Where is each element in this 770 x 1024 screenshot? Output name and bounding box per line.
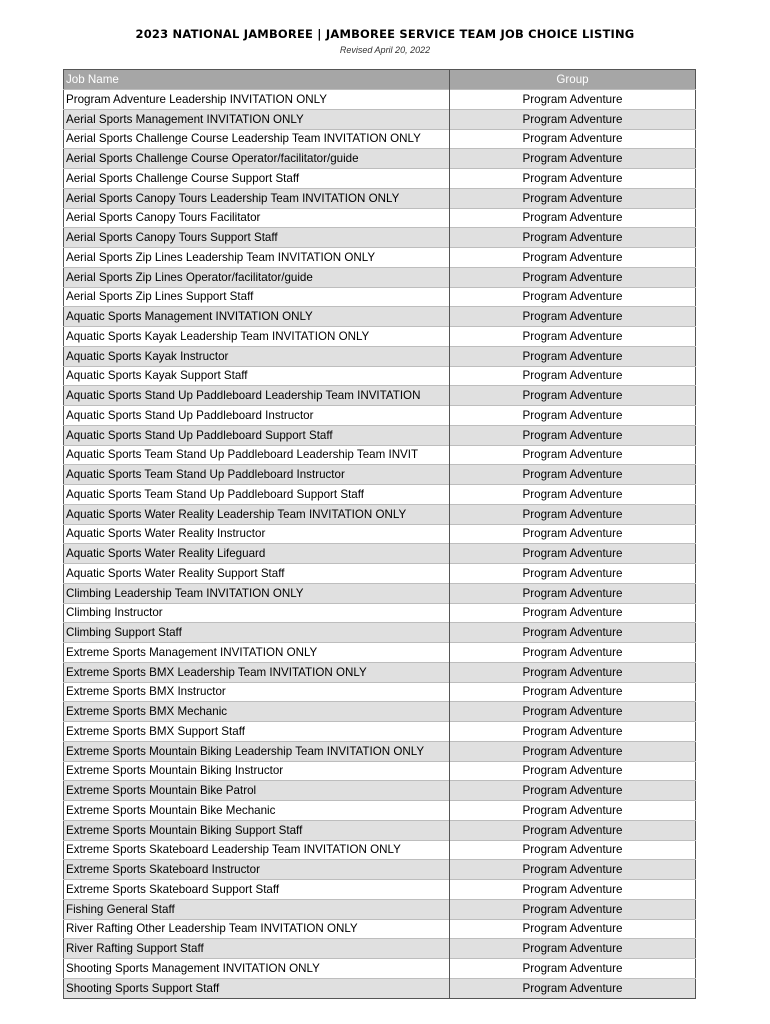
table-row xyxy=(64,959,696,979)
group-cell: Program Adventure xyxy=(450,544,696,564)
table-row xyxy=(64,287,696,307)
group-cell: Program Adventure xyxy=(450,327,696,347)
job-name-cell: Fishing General Staff xyxy=(64,899,450,919)
group-cell: Program Adventure xyxy=(450,860,696,880)
group-cell: Program Adventure xyxy=(450,603,696,623)
table-body xyxy=(64,90,696,999)
group-cell: Program Adventure xyxy=(450,465,696,485)
job-name-cell: Aerial Sports Zip Lines Operator/facilitator/guide xyxy=(64,267,450,287)
job-name-cell: Aquatic Sports Team Stand Up Paddleboard Leadership Team INVIT xyxy=(64,445,450,465)
job-name-cell: Climbing Support Staff xyxy=(64,623,450,643)
job-listing-table xyxy=(63,69,696,999)
group-cell: Program Adventure xyxy=(450,583,696,603)
job-name-cell: Aquatic Sports Water Reality Leadership Team INVITATION ONLY xyxy=(64,504,450,524)
job-name-cell: Extreme Sports Mountain Biking Leadership Team INVITATION ONLY xyxy=(64,741,450,761)
job-name-cell: Extreme Sports Skateboard Support Staff xyxy=(64,880,450,900)
job-name-cell: Climbing Instructor xyxy=(64,603,450,623)
table-row xyxy=(64,761,696,781)
group-cell: Program Adventure xyxy=(450,129,696,149)
table-row xyxy=(64,465,696,485)
table-row xyxy=(64,208,696,228)
group-cell: Program Adventure xyxy=(450,662,696,682)
table-row xyxy=(64,90,696,110)
group-cell: Program Adventure xyxy=(450,702,696,722)
table-row xyxy=(64,643,696,663)
table-row xyxy=(64,524,696,544)
table-row xyxy=(64,801,696,821)
job-name-cell: Aquatic Sports Kayak Instructor xyxy=(64,346,450,366)
group-cell: Program Adventure xyxy=(450,406,696,426)
job-name-cell: Shooting Sports Support Staff xyxy=(64,978,450,998)
group-cell: Program Adventure xyxy=(450,959,696,979)
table-row xyxy=(64,346,696,366)
job-name-cell: Aquatic Sports Team Stand Up Paddleboard Instructor xyxy=(64,465,450,485)
job-name-cell: Aerial Sports Canopy Tours Facilitator xyxy=(64,208,450,228)
group-cell: Program Adventure xyxy=(450,899,696,919)
job-name-cell: Extreme Sports BMX Instructor xyxy=(64,682,450,702)
table-row xyxy=(64,860,696,880)
job-name-cell: Aquatic Sports Water Reality Instructor xyxy=(64,524,450,544)
job-name-cell: Program Adventure Leadership INVITATION ONLY xyxy=(64,90,450,110)
table-row xyxy=(64,327,696,347)
job-name-cell: Extreme Sports Mountain Bike Patrol xyxy=(64,781,450,801)
group-cell: Program Adventure xyxy=(450,90,696,110)
group-cell: Program Adventure xyxy=(450,188,696,208)
table-row xyxy=(64,583,696,603)
group-cell: Program Adventure xyxy=(450,346,696,366)
group-cell: Program Adventure xyxy=(450,169,696,189)
table-row xyxy=(64,544,696,564)
group-cell: Program Adventure xyxy=(450,682,696,702)
table-row xyxy=(64,149,696,169)
document-title: 2023 NATIONAL JAMBOREE | JAMBOREE SERVICE TEAM JOB CHOICE LISTING xyxy=(135,27,635,41)
job-name-cell: Aerial Sports Canopy Tours Support Staff xyxy=(64,228,450,248)
job-name-cell: Aerial Sports Challenge Course Leadership Team INVITATION ONLY xyxy=(64,129,450,149)
table-row xyxy=(64,188,696,208)
table-row xyxy=(64,741,696,761)
job-name-cell: River Rafting Support Staff xyxy=(64,939,450,959)
job-name-cell: Extreme Sports Mountain Biking Instructor xyxy=(64,761,450,781)
group-cell: Program Adventure xyxy=(450,485,696,505)
table-row xyxy=(64,228,696,248)
group-cell: Program Adventure xyxy=(450,504,696,524)
job-name-cell: Shooting Sports Management INVITATION ONLY xyxy=(64,959,450,979)
group-cell: Program Adventure xyxy=(450,425,696,445)
group-cell: Program Adventure xyxy=(450,781,696,801)
job-name-cell: Extreme Sports BMX Mechanic xyxy=(64,702,450,722)
group-cell: Program Adventure xyxy=(450,109,696,129)
job-name-cell: Extreme Sports BMX Support Staff xyxy=(64,722,450,742)
column-header-group: Group xyxy=(450,70,696,90)
table-header-row xyxy=(64,70,696,90)
table-row xyxy=(64,781,696,801)
group-cell: Program Adventure xyxy=(450,722,696,742)
table-row xyxy=(64,129,696,149)
job-name-cell: Aquatic Sports Kayak Support Staff xyxy=(64,366,450,386)
group-cell: Program Adventure xyxy=(450,978,696,998)
group-cell: Program Adventure xyxy=(450,445,696,465)
job-name-cell: Aerial Sports Canopy Tours Leadership Team INVITATION ONLY xyxy=(64,188,450,208)
job-name-cell: Aerial Sports Challenge Course Operator/facilitator/guide xyxy=(64,149,450,169)
job-name-cell: Aquatic Sports Stand Up Paddleboard Instructor xyxy=(64,406,450,426)
job-name-cell: Aquatic Sports Stand Up Paddleboard Leadership Team INVITATION xyxy=(64,386,450,406)
table-row xyxy=(64,722,696,742)
table-row xyxy=(64,169,696,189)
group-cell: Program Adventure xyxy=(450,919,696,939)
job-name-cell: Aerial Sports Management INVITATION ONLY xyxy=(64,109,450,129)
job-name-cell: Extreme Sports BMX Leadership Team INVITATION ONLY xyxy=(64,662,450,682)
table-row xyxy=(64,682,696,702)
table-row xyxy=(64,267,696,287)
table-row xyxy=(64,919,696,939)
group-cell: Program Adventure xyxy=(450,939,696,959)
table-row xyxy=(64,978,696,998)
group-cell: Program Adventure xyxy=(450,307,696,327)
job-name-cell: Extreme Sports Mountain Bike Mechanic xyxy=(64,801,450,821)
table-row xyxy=(64,445,696,465)
group-cell: Program Adventure xyxy=(450,366,696,386)
group-cell: Program Adventure xyxy=(450,228,696,248)
table-row xyxy=(64,406,696,426)
group-cell: Program Adventure xyxy=(450,820,696,840)
group-cell: Program Adventure xyxy=(450,208,696,228)
job-name-cell: Aerial Sports Zip Lines Leadership Team INVITATION ONLY xyxy=(64,248,450,268)
table-row xyxy=(64,109,696,129)
column-header-job-name: Job Name xyxy=(64,70,450,90)
table-row xyxy=(64,485,696,505)
table-row xyxy=(64,425,696,445)
group-cell: Program Adventure xyxy=(450,761,696,781)
job-name-cell: Extreme Sports Skateboard Leadership Team INVITATION ONLY xyxy=(64,840,450,860)
group-cell: Program Adventure xyxy=(450,741,696,761)
table-row xyxy=(64,939,696,959)
group-cell: Program Adventure xyxy=(450,248,696,268)
job-name-cell: Aquatic Sports Water Reality Support Staff xyxy=(64,564,450,584)
table-row xyxy=(64,840,696,860)
group-cell: Program Adventure xyxy=(450,287,696,307)
table-row xyxy=(64,386,696,406)
group-cell: Program Adventure xyxy=(450,840,696,860)
group-cell: Program Adventure xyxy=(450,267,696,287)
table-row xyxy=(64,307,696,327)
table-row xyxy=(64,603,696,623)
table-row xyxy=(64,564,696,584)
job-name-cell: Aquatic Sports Kayak Leadership Team INVITATION ONLY xyxy=(64,327,450,347)
job-name-cell: Climbing Leadership Team INVITATION ONLY xyxy=(64,583,450,603)
table-row xyxy=(64,504,696,524)
table-row xyxy=(64,662,696,682)
job-name-cell: Aerial Sports Challenge Course Support Staff xyxy=(64,169,450,189)
job-name-cell: Aquatic Sports Water Reality Lifeguard xyxy=(64,544,450,564)
group-cell: Program Adventure xyxy=(450,623,696,643)
group-cell: Program Adventure xyxy=(450,386,696,406)
job-name-cell: Extreme Sports Mountain Biking Support Staff xyxy=(64,820,450,840)
table-row xyxy=(64,366,696,386)
revision-date: Revised April 20, 2022 xyxy=(339,45,431,55)
group-cell: Program Adventure xyxy=(450,880,696,900)
table-row xyxy=(64,899,696,919)
table-row xyxy=(64,623,696,643)
job-name-cell: Aquatic Sports Stand Up Paddleboard Support Staff xyxy=(64,425,450,445)
group-cell: Program Adventure xyxy=(450,524,696,544)
table-row xyxy=(64,702,696,722)
job-name-cell: Extreme Sports Skateboard Instructor xyxy=(64,860,450,880)
job-name-cell: Aerial Sports Zip Lines Support Staff xyxy=(64,287,450,307)
table-row xyxy=(64,880,696,900)
job-name-cell: Aquatic Sports Team Stand Up Paddleboard Support Staff xyxy=(64,485,450,505)
job-name-cell: Aquatic Sports Management INVITATION ONLY xyxy=(64,307,450,327)
group-cell: Program Adventure xyxy=(450,643,696,663)
group-cell: Program Adventure xyxy=(450,564,696,584)
job-name-cell: River Rafting Other Leadership Team INVITATION ONLY xyxy=(64,919,450,939)
job-name-cell: Extreme Sports Management INVITATION ONLY xyxy=(64,643,450,663)
group-cell: Program Adventure xyxy=(450,149,696,169)
group-cell: Program Adventure xyxy=(450,801,696,821)
table-row xyxy=(64,820,696,840)
table-row xyxy=(64,248,696,268)
